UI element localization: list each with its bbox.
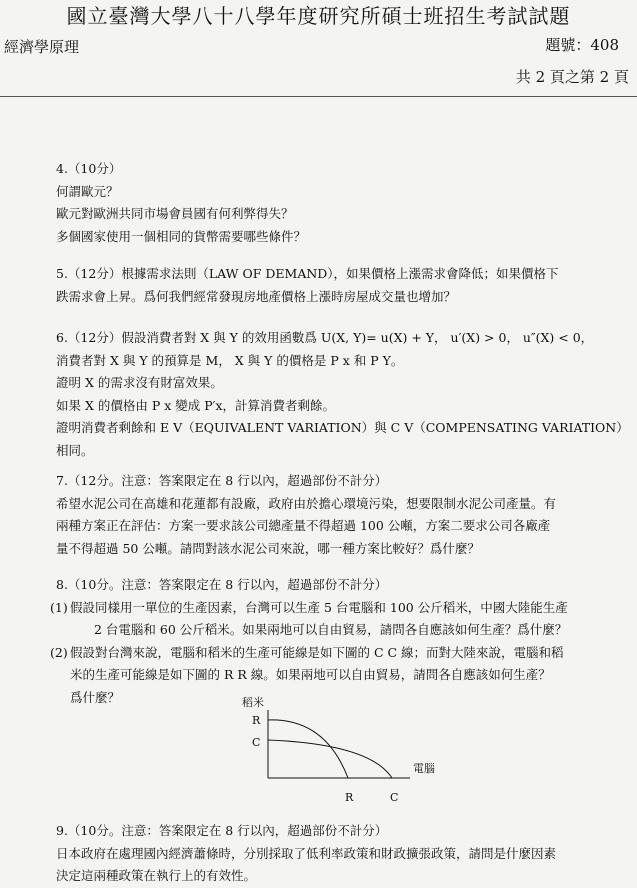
question-8 (50, 574, 568, 709)
question-8-head: 8.（10分。注意：答案限定在 8 行以內，超過部份不計分） (56, 577, 388, 592)
question-5-line: 跌需求會上昇。爲何我們經常發現房地產價格上漲時房屋成交量也增加？ (56, 288, 457, 304)
question-9-line: 日本政府在處理國內經濟蕭條時，分別採取了低利率政策和財政擴張政策，請問是什麼因素 (56, 845, 557, 861)
question-8-part-1 (50, 597, 568, 642)
question-6-line: 6.（12分）假設消費者對 X 與 Y 的效用函數爲 U(X, Y)= u(X) + Y， u′(X) > 0， u″(X) < 0， (56, 330, 594, 345)
exam-title: 國立臺灣大學八十八學年度研究所碩士班招生考試試題 (66, 4, 571, 28)
y-tick-c: C (252, 736, 261, 749)
question-5-line: 5.（12分）根據需求法則（LAW OF DEMAND），如果價格上漲需求會降低；如果價格下 (56, 266, 559, 281)
question-8-line: 米的生產可能線是如下圖的 R R 線。如果兩地可以自由貿易，請問各自應該如何生產？ (70, 667, 551, 682)
question-8-line: 2 台電腦和 60 公斤稻米。如果兩地可以自由貿易，請問各自應該如何生產？爲什麼？ (94, 622, 568, 637)
x-tick-r: R (345, 791, 354, 804)
question-4 (56, 158, 306, 248)
question-4-head: 4.（10分） (56, 161, 122, 176)
question-6-line: 消費者對 X 與 Y 的預算是 M， X 與 Y 的價格是 P x 和 P Y。 (56, 352, 404, 368)
question-4-line: 歐元對歐洲共同市場會員國有何利弊得失？ (56, 206, 294, 221)
question-7-line: 兩種方案正在評估：方案一要求該公司總產量不得超過 100 公噸，方案二要求公司各廠產 (56, 518, 551, 533)
ppf-diagram (230, 690, 450, 810)
question-8-line: 假設同樣用一單位的生產因素，台灣可以生產 5 台電腦和 100 公斤稻米，中國大陸能生產 (70, 599, 568, 615)
question-6-line: 證明 X 的需求沒有財富效果。 (56, 375, 223, 390)
question-7-line: 7.（12分。注意：答案限定在 8 行以內，超過部份不計分） (56, 473, 388, 488)
subject-name: 經濟學原理 (4, 38, 80, 56)
question-7-line: 希望水泥公司在高雄和花蓮都有設廠，政府由於擔心環境污染，想要限制水泥公司產量。有 (56, 495, 557, 511)
question-9 (56, 820, 556, 888)
part-number: (2) (50, 644, 68, 660)
question-8-line: 爲什麼？ (70, 689, 121, 705)
question-6-line: 相同。 (56, 442, 94, 458)
question-6-line: 證明消費者剩餘和 E V（EQUIVALENT VARIATION）與 C V（COMPENSATING VARIATION） (56, 420, 629, 435)
y-axis-label: 稻米 (242, 696, 264, 709)
question-6 (56, 327, 629, 462)
question-9-line: 決定這兩種政策在執行上的有效性。 (56, 868, 257, 883)
part-number: (1) (50, 599, 68, 615)
x-tick-c: C (390, 791, 399, 804)
rr-curve (268, 720, 348, 778)
question-4-line: 多個國家使用一個相同的貨幣需要哪些條件？ (56, 228, 307, 244)
question-9-line: 9.（10分。注意：答案限定在 8 行以內，超過部份不計分） (56, 823, 388, 838)
question-5 (56, 263, 559, 308)
header-divider (0, 96, 637, 97)
exam-code: 題號：408 (545, 36, 619, 54)
question-7 (56, 470, 556, 560)
question-7-line: 量不得超過 50 公噸。請問對該水泥公司來說，哪一種方案比較好？爲什麼？ (56, 540, 480, 556)
x-axis-label: 電腦 (413, 762, 435, 775)
y-tick-r: R (252, 714, 261, 727)
question-6-line: 如果 X 的價格由 P x 變成 P′x，計算消費者剩餘。 (56, 397, 335, 413)
question-8-line: 假設對台灣來說，電腦和稻米的生產可能線是如下圖的 C C 線；而對大陸來說，電腦和稻 (70, 644, 564, 660)
page-count: 共 2 頁之第 2 頁 (515, 68, 629, 86)
question-4-line: 何謂歐元？ (56, 183, 119, 199)
